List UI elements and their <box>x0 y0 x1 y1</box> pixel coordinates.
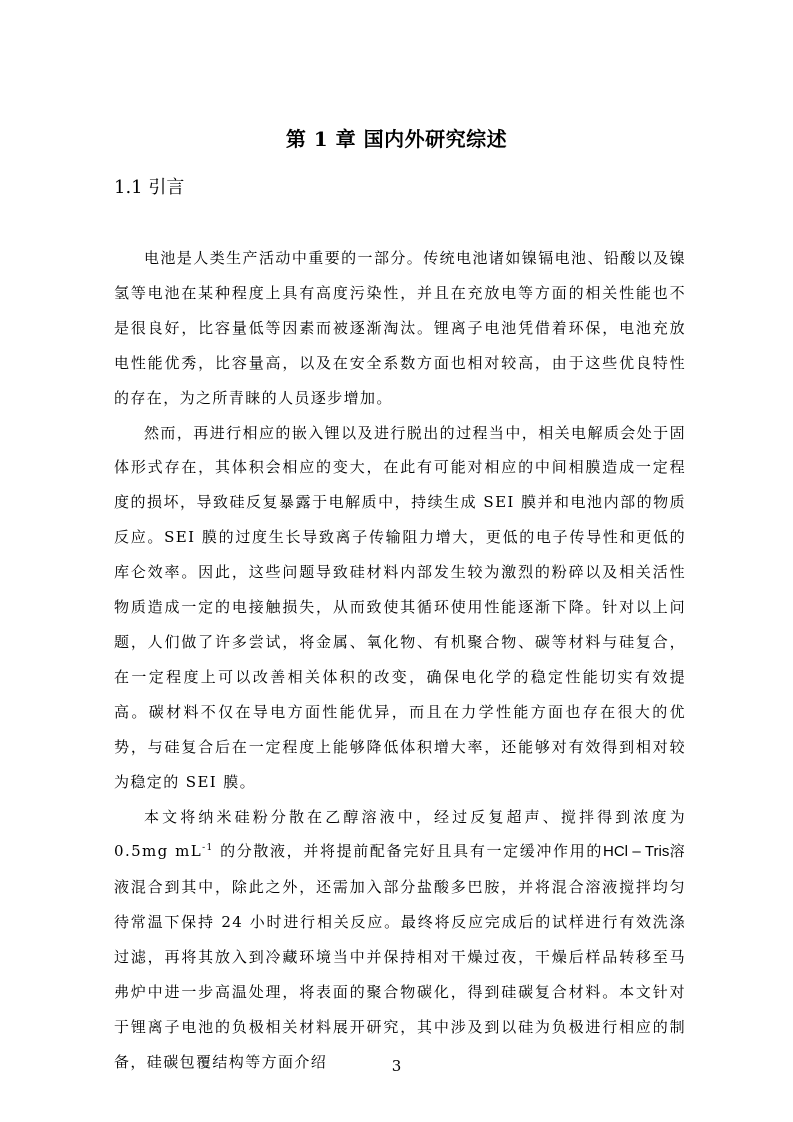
paragraph-text: 溶液混合到其中，除此之外，还需加入部分盐酸多巴胺，并将混合溶液搅拌均匀待常温下保持 24 小时进行相关反应。最终将反应完成后的试样进行有效洗涤过滤，再将其放入到冷藏环境当中并保持相对干燥过夜，干燥后样品转移至马弗炉中进一步高温处理，将表面的聚合物碳化，得到硅碳复合材料。本文针对于锂离子电池的负极相关材料展开研究，其中涉及到以硅为负极进行相应的制备，硅碳包覆结构等方面介绍 <box>114 842 687 1071</box>
paragraph: 然而，再进行相应的嵌入锂以及进行脱出的过程当中，相关电解质会处于固体形式存在，其体积会相应的变大，在此有可能对相应的中间相膜造成一定程度的损坏，导致硅反复暴露于电解质中，持续生成 SEI 膜并和电池内部的物质反应。SEI 膜的过度生长导致离子传输阻力增大，更低的电子传导性和更低的库仑效率。因此，这些问题导致硅材料内部发生较为激烈的粉碎以及相关活性物质造成一定的电接触损失，从而致使其循环使用性能逐渐下降。针对以上问题，人们做了许多尝试，将金属、氧化物、有机聚合物、碳等材料与硅复合，在一定程度上可以改善相关体积的改变，确保电化学的稳定性能切实有效提高。碳材料不仅在导电方面性能优异，而且在力学性能方面也存在很大的优势，与硅复合后在一定程度上能够降低体积增大率，还能够对有效得到相对较为稳定的 SEI 膜。 <box>114 423 686 791</box>
paragraph: 电池是人类生产活动中重要的一部分。传统电池诸如镍镉电池、铅酸以及镍氢等电池在某种程度上具有高度污染性，并且在充放电等方面的相关性能也不是很良好，比容量低等因素而被逐渐淘汰。锂离子电池凭借着环保，电池充放电性能优秀，比容量高，以及在安全系数方面也相对较高，由于这些优良特性的存在，为之所青睐的人员逐步增加。 <box>114 249 686 407</box>
section-title: 1.1 引言 <box>114 177 185 198</box>
paragraph-text: 的分散液，并将提前配备完好且具有一定缓冲作用的 <box>213 842 604 861</box>
body-text <box>114 241 686 1080</box>
chapter-title: 第 1 章 国内外研究综述 <box>285 127 508 151</box>
paragraph-text: 本文将纳米硅粉分散在乙醇溶液中，经过反复超声、搅拌得到浓度为 0.5mg mL <box>114 807 686 861</box>
chemical-formula: HCl – Tris <box>603 843 670 861</box>
page-number: 3 <box>391 1057 402 1075</box>
paragraph <box>114 800 686 1080</box>
superscript: -1 <box>202 843 214 854</box>
